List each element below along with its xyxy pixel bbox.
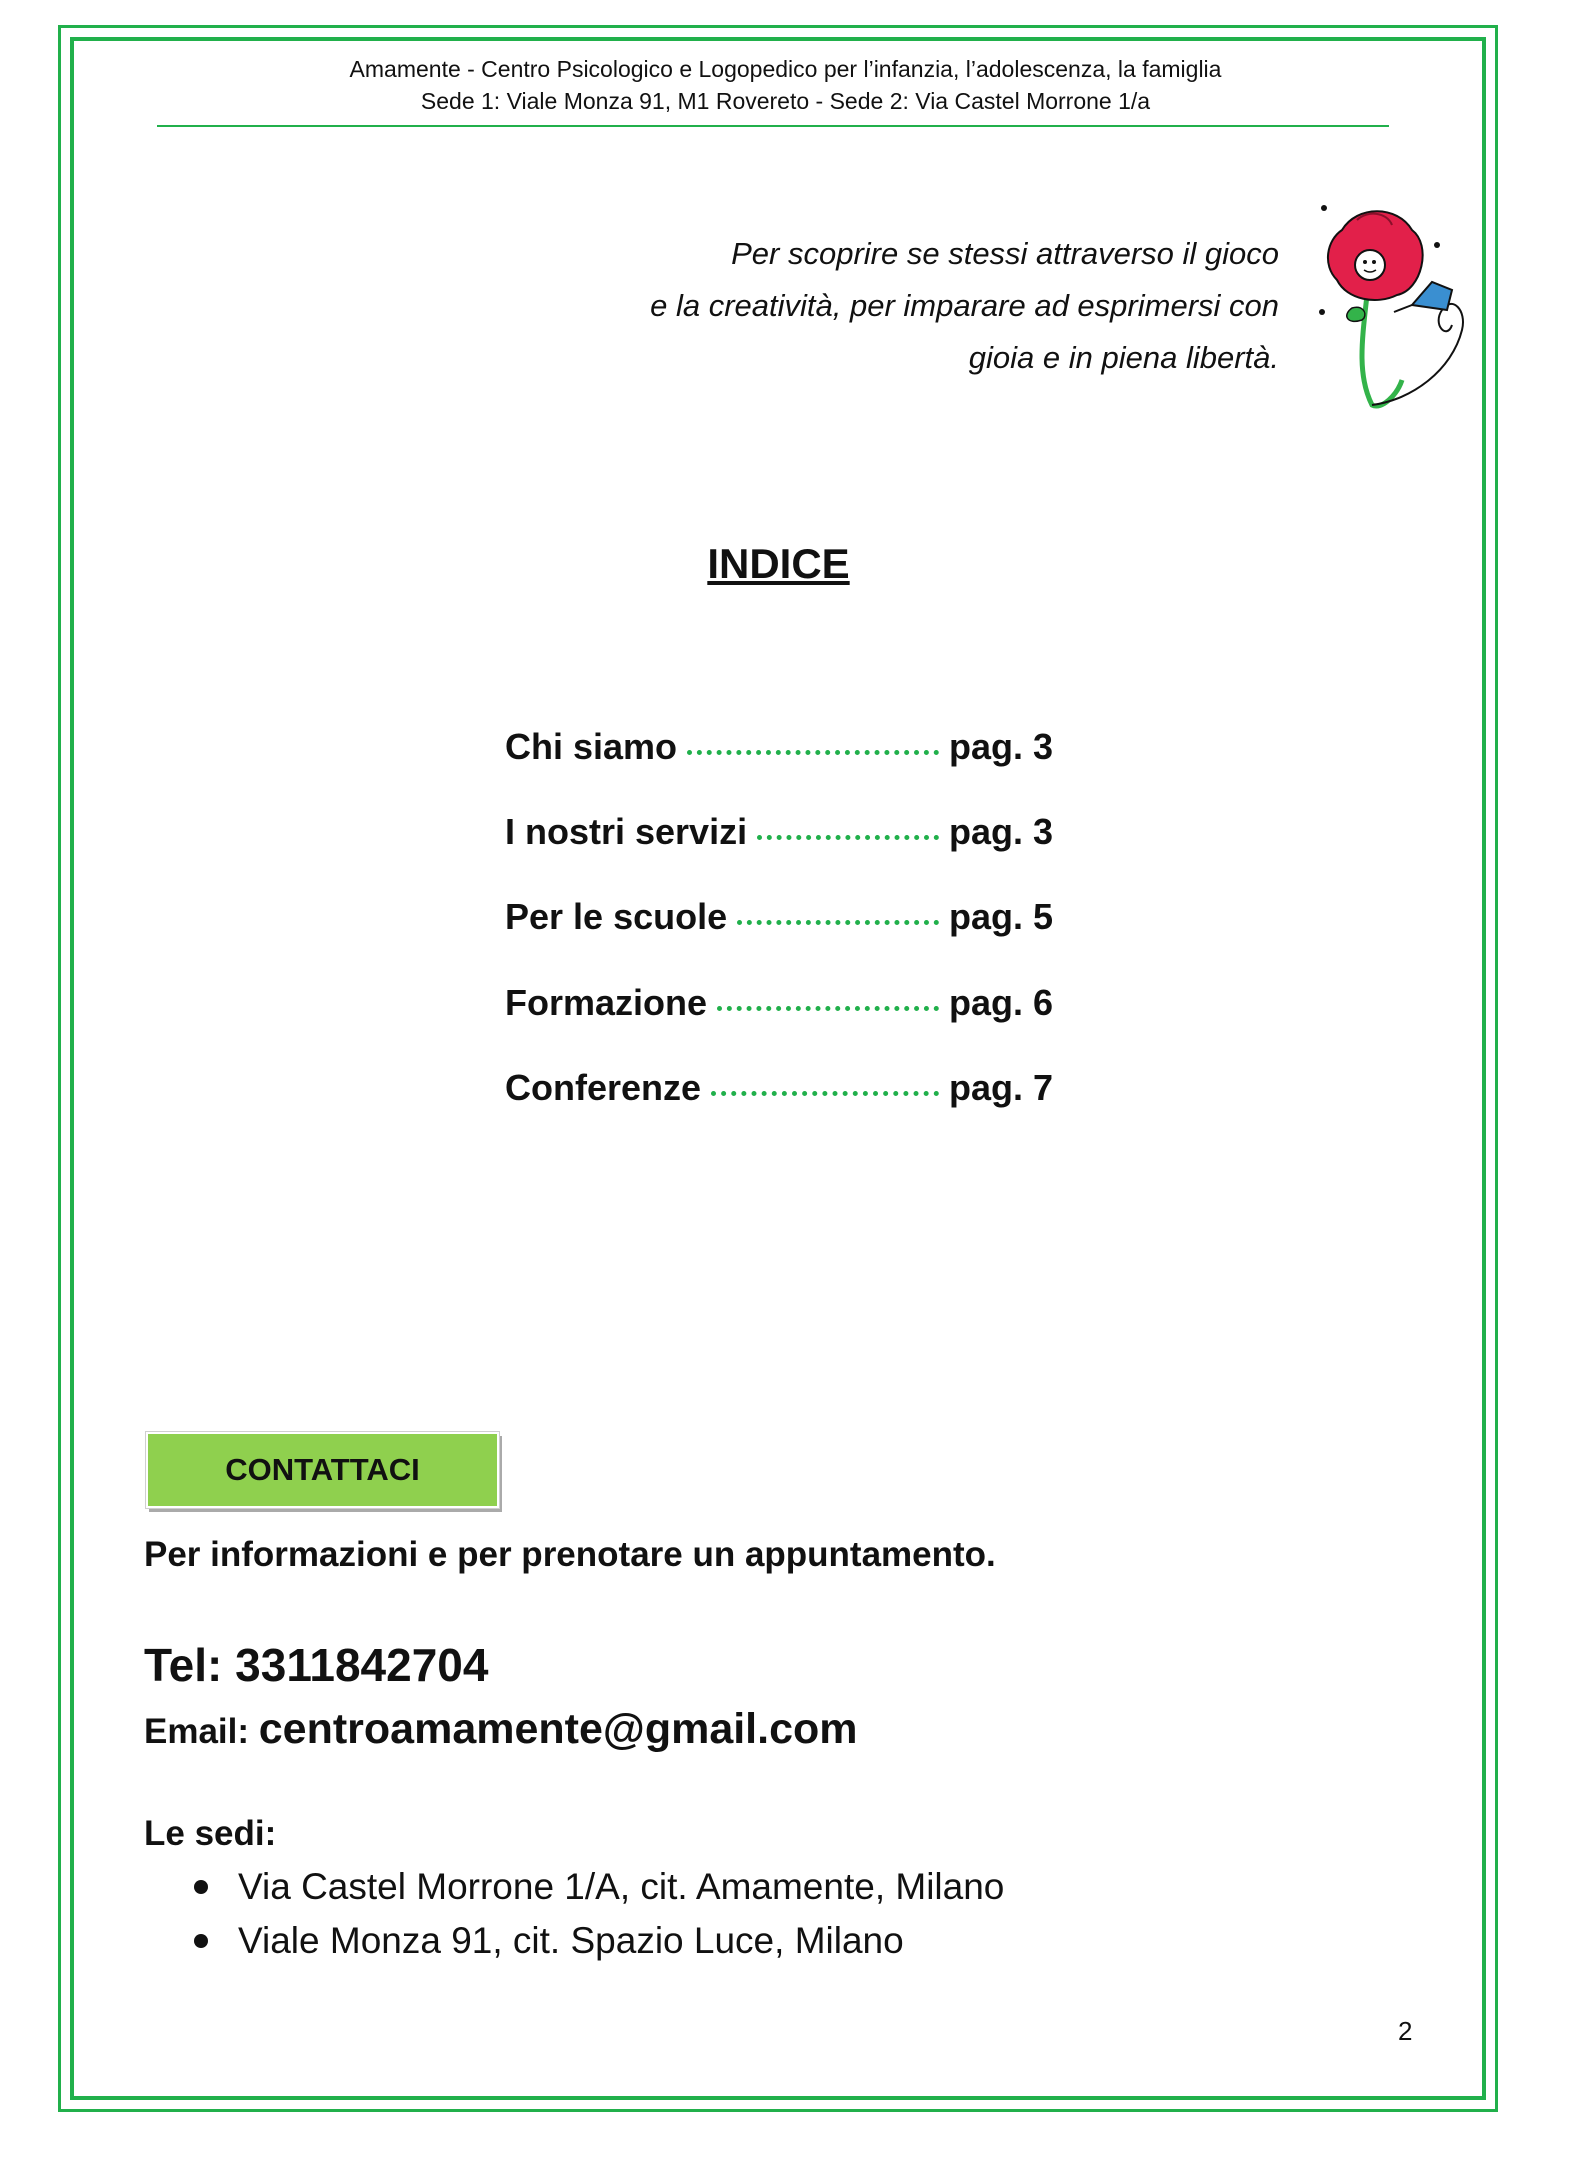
toc-leader-dots bbox=[757, 835, 939, 840]
toc-leader-dots bbox=[717, 1006, 939, 1011]
location-text: Via Castel Morrone 1/A, cit. Amamente, Milano bbox=[238, 1866, 1005, 1907]
index-title: INDICE bbox=[707, 540, 850, 587]
toc-item-scuole[interactable] bbox=[505, 896, 1053, 938]
toc-page: pag. 3 bbox=[948, 726, 1053, 767]
toc-leader-dots bbox=[737, 920, 939, 925]
location-item bbox=[194, 1866, 1004, 1908]
contact-info-text: Per informazioni e per prenotare un appuntamento. bbox=[144, 1535, 996, 1574]
toc-label: Per le scuole bbox=[505, 896, 728, 937]
contact-phone[interactable]: Tel: 3311842704 bbox=[144, 1639, 489, 1691]
email-value[interactable]: centroamamente@gmail.com bbox=[258, 1705, 858, 1753]
toc-label: Formazione bbox=[505, 982, 708, 1023]
toc-item-conferenze[interactable] bbox=[505, 1067, 1053, 1109]
quote-line-1: Per scoprire se stessi attraverso il gioco bbox=[731, 236, 1279, 271]
toc-item-formazione[interactable] bbox=[505, 982, 1053, 1024]
contattaci-button[interactable]: CONTATTACI bbox=[146, 1432, 499, 1508]
toc-page: pag. 7 bbox=[948, 1067, 1053, 1108]
quote-line-3: gioia e in piena libertà. bbox=[968, 340, 1279, 375]
location-item bbox=[194, 1920, 904, 1962]
quote-line-2: e la creatività, per imparare ad esprimersi con bbox=[650, 288, 1279, 323]
contact-email[interactable] bbox=[144, 1705, 858, 1754]
bullet-icon bbox=[194, 1880, 208, 1894]
flower-logo-icon bbox=[1302, 200, 1482, 420]
toc-page: pag. 6 bbox=[948, 982, 1053, 1023]
header-line-2: Sede 1: Viale Monza 91, M1 Rovereto - Sede 2: Via Castel Morrone 1/a bbox=[420, 88, 1151, 114]
toc-label: I nostri servizi bbox=[505, 811, 748, 852]
toc-page: pag. 5 bbox=[948, 896, 1053, 937]
toc-leader-dots bbox=[711, 1091, 939, 1096]
email-label: Email: bbox=[144, 1712, 259, 1751]
locations-title: Le sedi: bbox=[144, 1814, 277, 1853]
toc-page: pag. 3 bbox=[948, 811, 1053, 852]
toc-item-chi-siamo[interactable] bbox=[505, 726, 1053, 768]
header-divider bbox=[157, 125, 1389, 127]
bullet-icon bbox=[194, 1934, 208, 1948]
toc-label: Conferenze bbox=[505, 1067, 702, 1108]
toc-label: Chi siamo bbox=[505, 726, 678, 767]
location-text: Viale Monza 91, cit. Spazio Luce, Milano bbox=[238, 1920, 904, 1961]
page-number: 2 bbox=[1398, 2016, 1413, 2046]
toc-item-servizi[interactable] bbox=[505, 811, 1053, 853]
header-line-1: Amamente - Centro Psicologico e Logopedico per l’infanzia, l’adolescenza, la famiglia bbox=[349, 56, 1222, 82]
toc-leader-dots bbox=[687, 750, 939, 755]
